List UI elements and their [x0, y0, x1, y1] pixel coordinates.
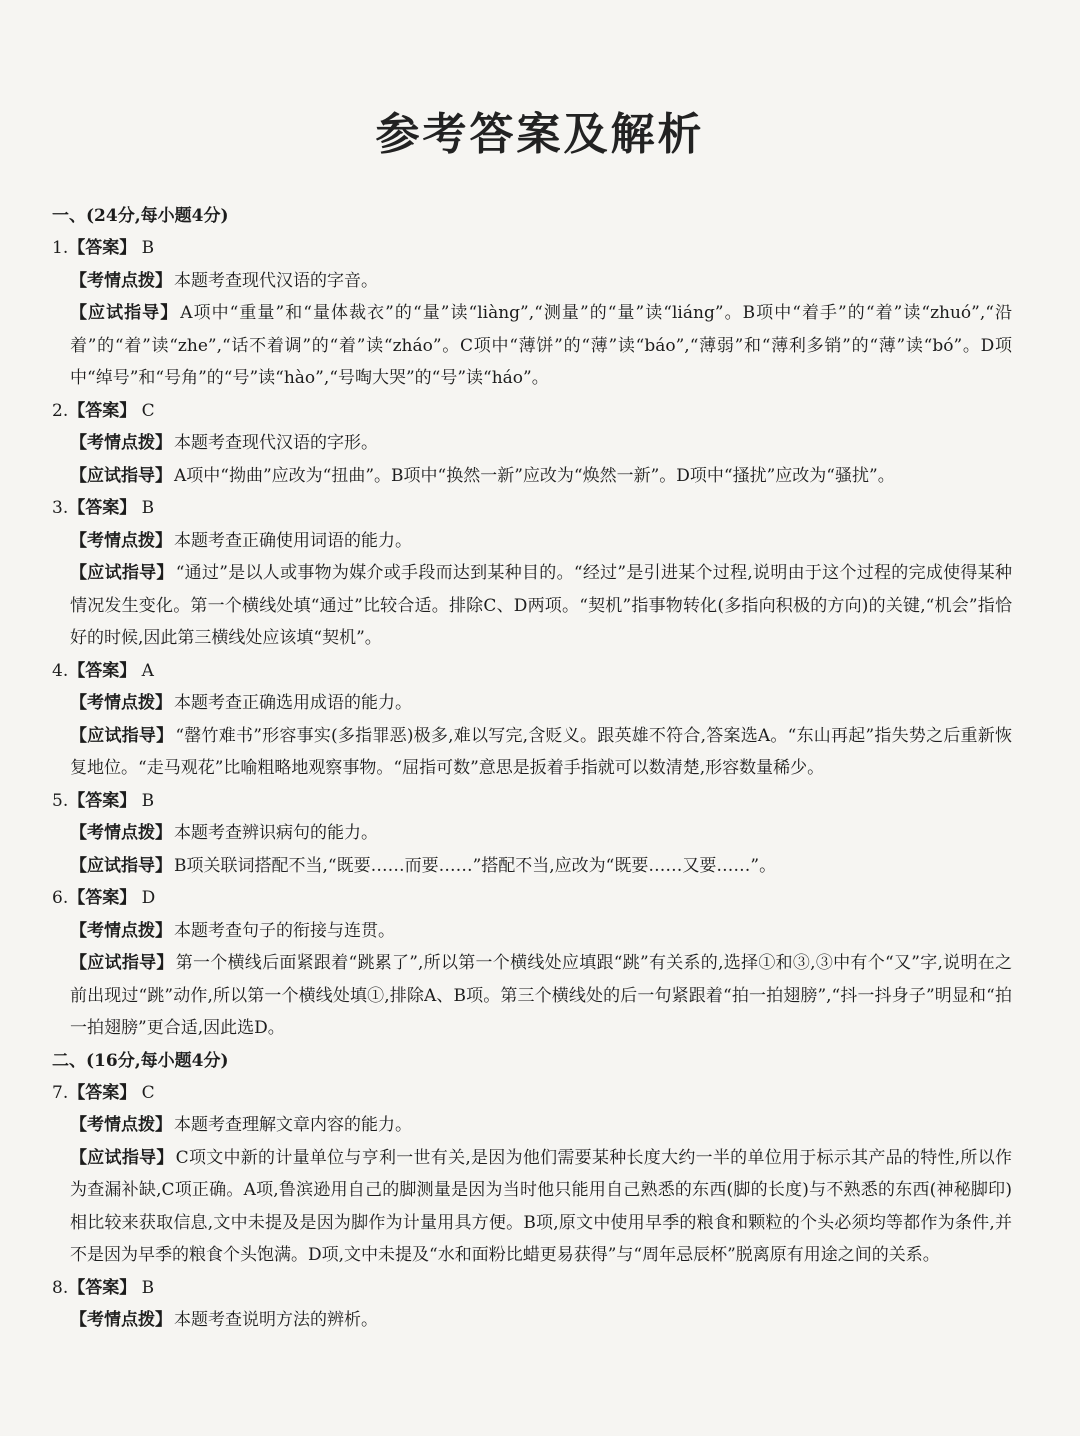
- guide-text: A项中“重量”和“量体裁衣”的“量”读“liàng”,“测量”的“量”读“liáng”。B项中“着手”的“着”读“zhuó”,“沿着”的“着”读“zhe”,“话不着调”的“着”读“zháo”。C项中“薄饼”的“薄”读“báo”,“薄弱”和“薄利多销”的“薄”读“bó”。D项中“绰号”和“号角”的“号”读“hào”,“号啕大哭”的“号”读“háo”。: [70, 303, 1012, 388]
- point-text: 本题考查辨识病句的能力。: [174, 823, 378, 843]
- guide-paragraph: [52, 460, 1012, 493]
- guide-tag: 【应试指导】: [70, 303, 179, 323]
- answer-tag: 【答案】: [68, 498, 137, 518]
- question-number: 3.: [52, 498, 69, 518]
- point-tag: 【考情点拨】: [70, 823, 172, 843]
- answer-value: C: [141, 1082, 155, 1103]
- answer-value: C: [141, 400, 155, 421]
- point-line: [52, 427, 1012, 460]
- guide-paragraph: [52, 1142, 1012, 1272]
- question-number: 7.: [52, 1082, 69, 1103]
- point-tag: 【考情点拨】: [70, 920, 172, 941]
- guide-text: 第一个横线后面紧跟着“跳累了”,所以第一个横线处应填跟“跳”有关系的,选择①和③,③中有个“又”字,说明在之前出现过“跳”动作,所以第一个横线处填①,排除A、B项。第三个横线处的后一句紧跟着“拍一拍翅膀”,“抖一抖身子”明显和“拍一拍翅膀”更合适,因此选D。: [70, 953, 1013, 1038]
- point-tag: 【考情点拨】: [70, 1310, 172, 1330]
- point-line: [52, 265, 1012, 298]
- answer-tag: 【答案】: [68, 1082, 137, 1103]
- question-number: 4.: [52, 660, 69, 681]
- point-tag: 【考情点拨】: [70, 270, 172, 291]
- answer-line: [52, 882, 1012, 915]
- guide-text: “通过”是以人或事物为媒介或手段而达到某种目的。“经过”是引进某个过程,说明由于这个过程的完成使得某种情况发生变化。第一个横线处填“通过”比较合适。排除C、D两项。“契机”指事物转化(多指向积极的方向)的关键,“机会”指恰好的时候,因此第三横线处应该填“契机”。: [70, 563, 1013, 648]
- answer-line: [52, 785, 1012, 818]
- guide-paragraph: [52, 947, 1012, 1045]
- point-line: [52, 1304, 1012, 1337]
- point-line: [52, 687, 1012, 720]
- answer-tag: 【答案】: [68, 790, 137, 811]
- section-header: 一、(24分,每小题4分): [52, 206, 229, 226]
- point-text: 本题考查理解文章内容的能力。: [174, 1115, 412, 1135]
- answer-line: [52, 1077, 1012, 1110]
- answer-content: [52, 200, 1012, 1337]
- point-text: 本题考查正确选用成语的能力。: [174, 693, 412, 713]
- point-line: [52, 817, 1012, 850]
- point-tag: 【考情点拨】: [70, 693, 172, 713]
- guide-paragraph: [52, 850, 1012, 883]
- guide-tag: 【应试指导】: [70, 953, 174, 973]
- guide-text: B项关联词搭配不当,“既要……而要……”搭配不当,应改为“既要……又要……”。: [174, 855, 777, 876]
- answer-tag: 【答案】: [68, 1277, 137, 1298]
- answer-tag: 【答案】: [68, 400, 137, 421]
- guide-tag: 【应试指导】: [70, 563, 174, 583]
- section-header: 二、(16分,每小题4分): [52, 1050, 229, 1071]
- answer-line: [52, 395, 1012, 428]
- answer-value: B: [141, 498, 155, 518]
- answer-tag: 【答案】: [68, 660, 137, 681]
- point-tag: 【考情点拨】: [70, 530, 172, 551]
- guide-text: “罄竹难书”形容事实(多指罪恶)极多,难以写完,含贬义。跟英雄不符合,答案选A。“东山再起”指失势之后重新恢复地位。“走马观花”比喻粗略地观察事物。“屈指可数”意思是扳着手指就可以数清楚,形容数量稀少。: [70, 725, 1013, 778]
- answer-line: [52, 492, 1012, 525]
- guide-tag: 【应试指导】: [70, 1147, 174, 1168]
- question-number: 5.: [52, 790, 69, 811]
- question-number: 6.: [52, 888, 69, 908]
- answer-value: B: [141, 1277, 155, 1298]
- answer-value: B: [141, 790, 155, 811]
- point-line: [52, 1109, 1012, 1142]
- answer-value: A: [141, 660, 154, 681]
- guide-paragraph: [52, 720, 1012, 785]
- question-number: 2.: [52, 400, 69, 421]
- answer-value: B: [141, 238, 155, 258]
- guide-tag: 【应试指导】: [70, 855, 172, 876]
- point-line: [52, 525, 1012, 558]
- point-tag: 【考情点拨】: [70, 1115, 172, 1135]
- answer-line: [52, 655, 1012, 688]
- answer-line: [52, 1272, 1012, 1305]
- question-number: 8.: [52, 1277, 69, 1298]
- point-text: 本题考查说明方法的辨析。: [174, 1310, 378, 1330]
- guide-tag: 【应试指导】: [70, 725, 174, 746]
- page-title: 参考答案及解析: [375, 109, 705, 160]
- answer-line: [52, 232, 1012, 265]
- answer-value: D: [141, 888, 156, 908]
- guide-tag: 【应试指导】: [70, 465, 172, 486]
- point-tag: 【考情点拨】: [70, 433, 172, 453]
- guide-paragraph: [52, 557, 1012, 655]
- point-line: [52, 915, 1012, 948]
- question-number: 1.: [52, 238, 69, 258]
- answer-tag: 【答案】: [68, 238, 137, 258]
- point-text: 本题考查现代汉语的字音。: [174, 270, 378, 291]
- guide-paragraph: [52, 297, 1012, 395]
- guide-text: A项中“拗曲”应改为“扭曲”。B项中“换然一新”应改为“焕然一新”。D项中“搔扰”应改为“骚扰”。: [174, 465, 895, 486]
- guide-text: C项文中新的计量单位与亨利一世有关,是因为他们需要某种长度大约一半的单位用于标示其产品的特性,所以作为查漏补缺,C项正确。A项,鲁滨逊用自己的脚测量是因为当时他只能用自己熟悉的东西(脚的长度)与不熟悉的东西(神秘脚印)相比较来获取信息,文中未提及是因为脚作为计量用具方便。B项,原文中使用早季的粮食和颗粒的个头必须均等都作为条件,并不是因为早季的粮食个头饱满。D项,文中未提及“水和面粉比蜡更易获得”与“周年忌辰杯”脱离原有用途之间的关系。: [70, 1147, 1012, 1265]
- point-text: 本题考查句子的衔接与连贯。: [174, 920, 395, 941]
- point-text: 本题考查现代汉语的字形。: [174, 433, 378, 453]
- point-text: 本题考查正确使用词语的能力。: [174, 530, 412, 551]
- answer-tag: 【答案】: [68, 888, 137, 908]
